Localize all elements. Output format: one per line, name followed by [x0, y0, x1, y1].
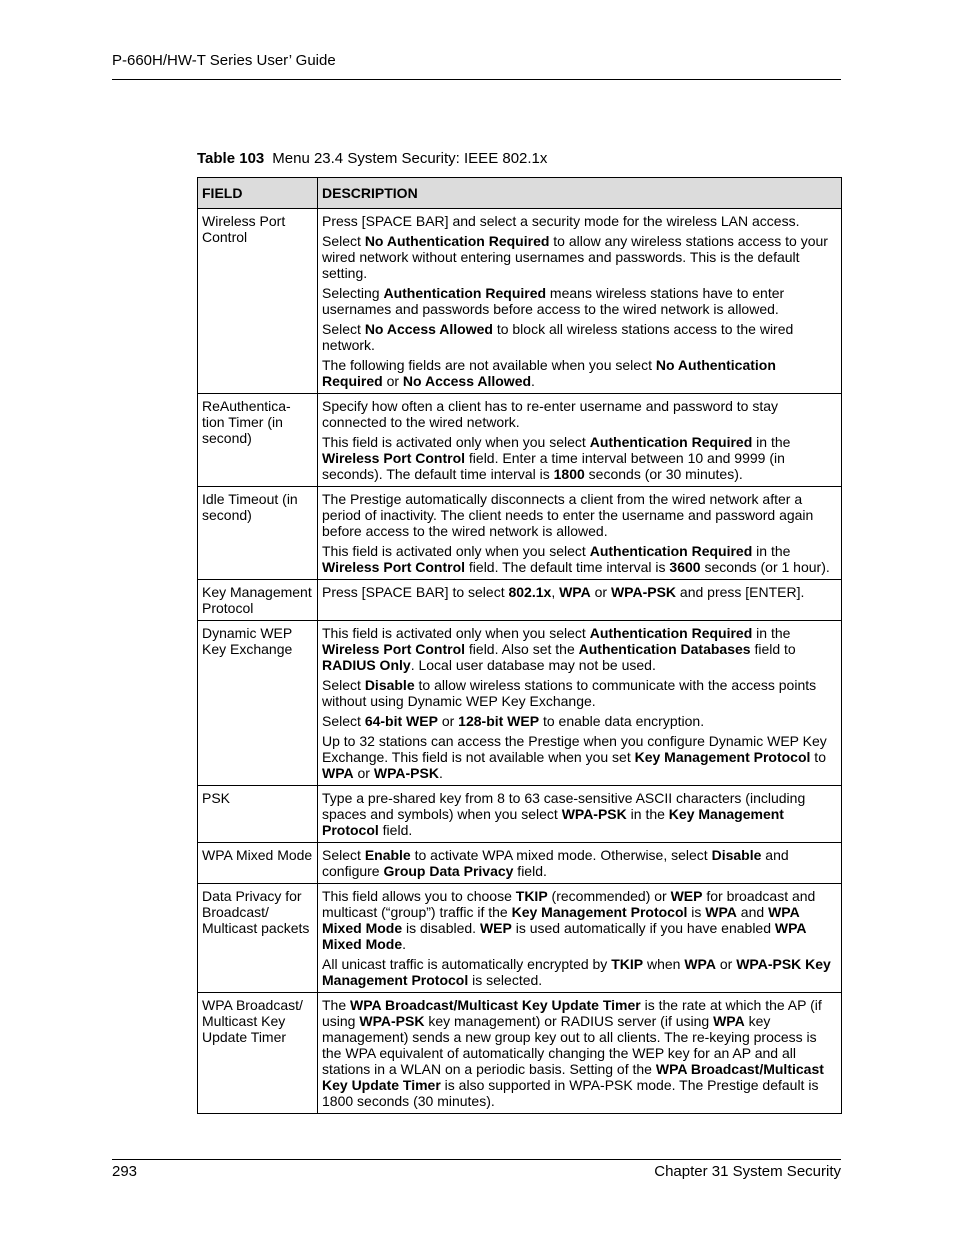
- table-caption-label: Table 103: [197, 150, 265, 167]
- text-run: field to: [750, 641, 796, 657]
- field-description-cell: [318, 394, 842, 487]
- text-run: seconds (or 30 minutes).: [584, 466, 743, 482]
- bold-term: TKIP: [611, 956, 644, 972]
- text-run: Select: [322, 677, 365, 693]
- bold-term: WPA-PSK: [359, 1013, 425, 1029]
- bold-term: Authentication Required: [589, 543, 753, 559]
- field-description-cell: [318, 209, 842, 394]
- field-description-cell: [318, 580, 842, 621]
- text-run: to: [810, 749, 826, 765]
- text-run: Up to 32 stations can access the Prestige when you configure Dynamic WEP Key Exchange. This field is not available when you set: [322, 733, 827, 765]
- text-run: in the: [752, 543, 791, 559]
- bold-term: Enable: [364, 847, 411, 863]
- bold-term: 64-bit WEP: [364, 713, 438, 729]
- bold-term: RADIUS Only: [322, 657, 411, 673]
- text-run: or: [437, 713, 459, 729]
- text-run: The Prestige automatically disconnects a client from the wired network after a period of inactivity. The client needs to enter the username and password again before access to the wired network is allowed.: [322, 491, 814, 539]
- bold-term: Authentication Required: [589, 434, 753, 450]
- table-row: [198, 580, 842, 621]
- bold-term: No Access Allowed: [364, 321, 493, 337]
- text-run: (recommended) or: [547, 888, 671, 904]
- text-run: to allow wireless stations to communicate with the access points without using Dynamic WEP Key Exchange.: [322, 677, 817, 709]
- bold-term: Wireless Port Control: [322, 559, 466, 575]
- bold-term: Group Data Privacy: [383, 863, 514, 879]
- text-run: key management) sends a new group key out to all clients. The re-keying process is the WPA equivalent of automatically changing the WEP key for an AP and all stations in a WLAN on a periodic basis. Setting of the: [322, 1013, 817, 1077]
- table-caption-text: Menu 23.4 System Security: IEEE 802.1x: [272, 150, 548, 167]
- description-paragraph: [322, 713, 837, 729]
- text-run: field.: [378, 822, 413, 838]
- text-run: for broadcast and multicast (“group”) traffic if the: [322, 888, 816, 920]
- description-paragraph: [322, 285, 837, 317]
- text-run: is disabled.: [402, 920, 480, 936]
- description-paragraph: [322, 398, 837, 430]
- text-run: or: [353, 765, 374, 781]
- text-run: ,: [551, 584, 560, 600]
- text-run: and press [ENTER].: [676, 584, 805, 600]
- text-run: This field is activated only when you select: [322, 625, 590, 641]
- page-number: 293: [112, 1163, 138, 1180]
- bold-term: WPA Mixed Mode: [322, 920, 806, 952]
- table-row: [198, 786, 842, 843]
- description-paragraph: [322, 491, 837, 539]
- text-run: to activate WPA mixed mode. Otherwise, select: [410, 847, 712, 863]
- text-run: or: [382, 373, 403, 389]
- bold-term: Key Management Protocol: [511, 904, 688, 920]
- text-run: .: [402, 936, 407, 952]
- bold-term: Authentication Required: [383, 285, 547, 301]
- text-run: to block all wireless stations access to the wired network.: [322, 321, 794, 353]
- description-paragraph: [322, 997, 837, 1109]
- bold-term: 128-bit WEP: [458, 713, 540, 729]
- text-run: All unicast traffic is automatically encrypted by: [322, 956, 612, 972]
- text-run: This field allows you to choose: [322, 888, 516, 904]
- table-row: [198, 884, 842, 993]
- text-run: field.: [513, 863, 547, 879]
- bold-term: Disable: [364, 677, 415, 693]
- text-run: and: [736, 904, 769, 920]
- table-header-row: [198, 178, 842, 209]
- text-run: Specify how often a client has to re-enter username and password to stay connected to the wired network.: [322, 398, 779, 430]
- text-run: key management) or RADIUS server (if using: [424, 1013, 714, 1029]
- text-run: Type a pre-shared key from 8 to 63 case-sensitive ASCII characters (including spaces and symbols) when you select: [322, 790, 806, 822]
- text-run: is: [687, 904, 706, 920]
- text-run: Selecting: [322, 285, 384, 301]
- bold-term: Authentication Required: [589, 625, 753, 641]
- text-run: Select: [322, 321, 365, 337]
- field-description-cell: [318, 621, 842, 786]
- description-paragraph: [322, 584, 837, 600]
- text-run: Press [SPACE BAR] and select a security mode for the wireless LAN access.: [322, 213, 800, 229]
- bold-term: Key Management Protocol: [322, 806, 784, 838]
- bold-term: Wireless Port Control: [322, 450, 466, 466]
- field-name-cell: Wireless Port Control: [198, 209, 318, 394]
- bold-term: WPA-PSK: [373, 765, 439, 781]
- bold-term: WPA-PSK Key Management Protocol: [322, 956, 831, 988]
- field-description-cell: [318, 487, 842, 580]
- bold-term: 1800: [553, 466, 585, 482]
- field-description-cell: [318, 993, 842, 1114]
- table-body: [198, 209, 842, 1114]
- bold-term: WPA: [705, 904, 737, 920]
- text-run: Press [SPACE BAR] to select: [322, 584, 509, 600]
- text-run: is selected.: [468, 972, 543, 988]
- text-run: to allow any wireless stations access to your wired network without entering usernames and passwords. This is the default setting.: [322, 233, 828, 281]
- text-run: The following fields are not available when you select: [322, 357, 656, 373]
- text-run: Select: [322, 233, 365, 249]
- description-paragraph: [322, 233, 837, 281]
- field-name-cell: WPA Broadcast/ Multicast Key Update Timer: [198, 993, 318, 1114]
- text-run: is used automatically if you have enabled: [511, 920, 775, 936]
- field-description-table: [197, 177, 842, 1114]
- field-name-cell: WPA Mixed Mode: [198, 843, 318, 884]
- bold-term: No Access Allowed: [402, 373, 532, 389]
- page-header-title: P-660H/HW-T Series User’ Guide: [112, 52, 336, 69]
- table-row: [198, 993, 842, 1114]
- bold-term: WPA Broadcast/Multicast Key Update Timer: [350, 997, 641, 1013]
- bold-term: WEP: [670, 888, 703, 904]
- footer-rule: [112, 1159, 841, 1160]
- text-run: in the: [752, 434, 791, 450]
- bold-term: WPA: [322, 765, 354, 781]
- text-run: field. The default time interval is: [465, 559, 670, 575]
- text-run: is the rate at which the AP (if using: [322, 997, 822, 1029]
- text-run: This field is activated only when you select: [322, 434, 590, 450]
- description-paragraph: [322, 543, 837, 575]
- description-paragraph: [322, 213, 837, 229]
- description-paragraph: [322, 321, 837, 353]
- text-run: seconds (or 1 hour).: [700, 559, 830, 575]
- text-run: This field is activated only when you select: [322, 543, 590, 559]
- field-description-cell: [318, 786, 842, 843]
- bold-term: WPA Broadcast/Multicast Key Update Timer: [322, 1061, 824, 1093]
- field-name-cell: PSK: [198, 786, 318, 843]
- field-name-cell: Data Privacy for Broadcast/ Multicast packets: [198, 884, 318, 993]
- bold-term: Authentication Databases: [578, 641, 751, 657]
- bold-term: WEP: [479, 920, 512, 936]
- bold-term: 3600: [669, 559, 701, 575]
- description-paragraph: [322, 625, 837, 673]
- text-run: and configure: [322, 847, 789, 879]
- text-run: in the: [626, 806, 669, 822]
- field-name-cell: ReAuthentica-tion Timer (in second): [198, 394, 318, 487]
- column-header-description: DESCRIPTION: [318, 178, 842, 209]
- text-run: Select: [322, 713, 365, 729]
- table-row: [198, 621, 842, 786]
- table-row: [198, 843, 842, 884]
- description-paragraph: [322, 790, 837, 838]
- text-run: field. Enter a time interval between 10 and 9999 (in seconds). The default time interval is: [322, 450, 785, 482]
- text-run: when: [643, 956, 685, 972]
- text-run: The: [322, 997, 351, 1013]
- table-row: [198, 487, 842, 580]
- description-paragraph: [322, 956, 837, 988]
- text-run: . Local user database may not be used.: [410, 657, 656, 673]
- bold-term: 802.1x: [508, 584, 552, 600]
- text-run: or: [590, 584, 611, 600]
- description-paragraph: [322, 677, 837, 709]
- field-description-cell: [318, 884, 842, 993]
- text-run: is also supported in WPA-PSK mode. The Prestige default is 1800 seconds (30 minutes).: [322, 1077, 819, 1109]
- field-name-cell: Key Management Protocol: [198, 580, 318, 621]
- table-row: [198, 209, 842, 394]
- header-rule: [112, 79, 841, 80]
- description-paragraph: [322, 434, 837, 482]
- field-description-cell: [318, 843, 842, 884]
- bold-term: WPA-PSK: [610, 584, 677, 600]
- chapter-title: Chapter 31 System Security: [654, 1163, 841, 1180]
- bold-term: Wireless Port Control: [322, 641, 466, 657]
- text-run: .: [531, 373, 535, 389]
- text-run: .: [438, 765, 443, 781]
- text-run: field. Also set the: [465, 641, 579, 657]
- text-run: or: [715, 956, 737, 972]
- bold-term: TKIP: [515, 888, 548, 904]
- bold-term: Disable: [711, 847, 762, 863]
- text-run: Select: [322, 847, 365, 863]
- description-paragraph: [322, 357, 837, 389]
- bold-term: WPA: [713, 1013, 745, 1029]
- description-paragraph: [322, 733, 837, 781]
- text-run: to enable data encryption.: [539, 713, 705, 729]
- bold-term: WPA: [559, 584, 591, 600]
- text-run: in the: [752, 625, 791, 641]
- text-run: means wireless stations have to enter usernames and passwords before access to the wired network is allowed.: [322, 285, 785, 317]
- table-row: [198, 394, 842, 487]
- bold-term: WPA-PSK: [561, 806, 627, 822]
- bold-term: WPA Mixed Mode: [322, 904, 800, 936]
- description-paragraph: [322, 847, 837, 879]
- bold-term: No Authentication Required: [322, 357, 776, 389]
- column-header-field: FIELD: [198, 178, 318, 209]
- table-caption: [197, 150, 547, 167]
- description-paragraph: [322, 888, 837, 952]
- bold-term: No Authentication Required: [364, 233, 550, 249]
- bold-term: WPA: [684, 956, 716, 972]
- field-name-cell: Dynamic WEP Key Exchange: [198, 621, 318, 786]
- bold-term: Key Management Protocol: [634, 749, 811, 765]
- field-name-cell: Idle Timeout (in second): [198, 487, 318, 580]
